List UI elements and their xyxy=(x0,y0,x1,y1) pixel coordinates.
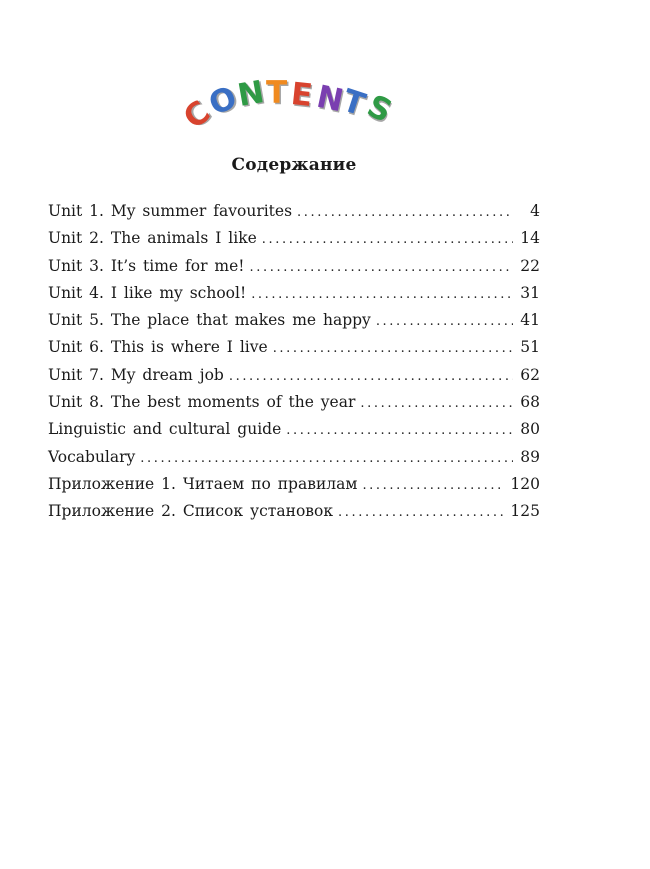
toc-entry-page: 62 xyxy=(520,365,540,384)
toc-entry[interactable] xyxy=(48,366,540,393)
toc-entry[interactable] xyxy=(48,202,540,229)
toc-entry-page: 120 xyxy=(510,474,540,493)
toc-entry[interactable] xyxy=(48,229,540,256)
toc-entry-page: 41 xyxy=(520,311,540,330)
toc-leader-dots xyxy=(262,232,513,247)
toc-entry[interactable] xyxy=(48,257,540,284)
toc-entry-page: 51 xyxy=(520,338,540,357)
toc-leader-dots xyxy=(229,369,513,384)
toc-leader-dots xyxy=(140,451,513,466)
toc-entry-page: 22 xyxy=(520,256,540,275)
logo-letter: N xyxy=(234,74,267,114)
toc-entry-title: Unit 3. It’s time for me! xyxy=(48,256,245,275)
contents-logo xyxy=(177,74,410,138)
toc-entry-title: Unit 1. My summer favourites xyxy=(48,202,293,220)
logo-letter: T xyxy=(266,75,288,111)
page-subtitle: Содержание xyxy=(231,155,357,175)
toc-entry-title: Unit 8. The best moments of the year xyxy=(48,393,356,412)
toc-entry-title: Unit 2. The animals I like xyxy=(48,229,257,248)
toc-entry[interactable] xyxy=(48,338,540,365)
toc-entry-title: Приложение 1. Читаем по правилам xyxy=(48,474,358,493)
toc-leader-dots xyxy=(273,341,513,356)
toc-entry-title: Unit 6. This is where I live xyxy=(48,338,268,357)
toc-entry[interactable] xyxy=(48,475,540,502)
toc-entry-page: 14 xyxy=(520,229,540,248)
logo-letter: N xyxy=(313,78,347,120)
toc-leader-dots xyxy=(297,205,513,220)
toc-leader-dots xyxy=(362,478,505,493)
toc-entry-page: 89 xyxy=(520,447,540,466)
toc-entry-page: 80 xyxy=(520,420,540,439)
toc-leader-dots xyxy=(251,287,513,302)
toc-entry[interactable] xyxy=(48,284,540,311)
toc-entry-title: Linguistic and cultural guide xyxy=(48,420,282,439)
toc-entry-page: 31 xyxy=(520,283,540,302)
toc-entry-page: 4 xyxy=(530,202,540,220)
table-of-contents xyxy=(48,202,540,530)
toc-entry-page: 125 xyxy=(510,502,540,521)
logo-letter: E xyxy=(289,75,315,115)
toc-entry-title: Unit 7. My dream job xyxy=(48,365,224,384)
toc-entry-title: Приложение 2. Список установок xyxy=(48,502,334,521)
toc-entry[interactable] xyxy=(48,420,540,447)
toc-entry-title: Unit 5. The place that makes me happy xyxy=(48,311,371,330)
toc-leader-dots xyxy=(286,423,513,438)
toc-entry[interactable] xyxy=(48,502,540,529)
toc-entry-title: Unit 4. I like my school! xyxy=(48,283,247,302)
toc-entry[interactable] xyxy=(48,448,540,475)
toc-leader-dots xyxy=(338,505,505,520)
toc-entry-page: 68 xyxy=(520,393,540,412)
logo-letter: S xyxy=(361,87,398,131)
toc-leader-dots xyxy=(360,396,513,411)
toc-leader-dots xyxy=(250,260,513,275)
toc-leader-dots xyxy=(376,314,513,329)
toc-entry[interactable] xyxy=(48,393,540,420)
logo-letter: T xyxy=(338,82,370,124)
toc-entry-title: Vocabulary xyxy=(48,447,136,466)
logo-letter: O xyxy=(204,79,242,123)
toc-entry[interactable] xyxy=(48,311,540,338)
logo-letter: C xyxy=(177,93,218,137)
